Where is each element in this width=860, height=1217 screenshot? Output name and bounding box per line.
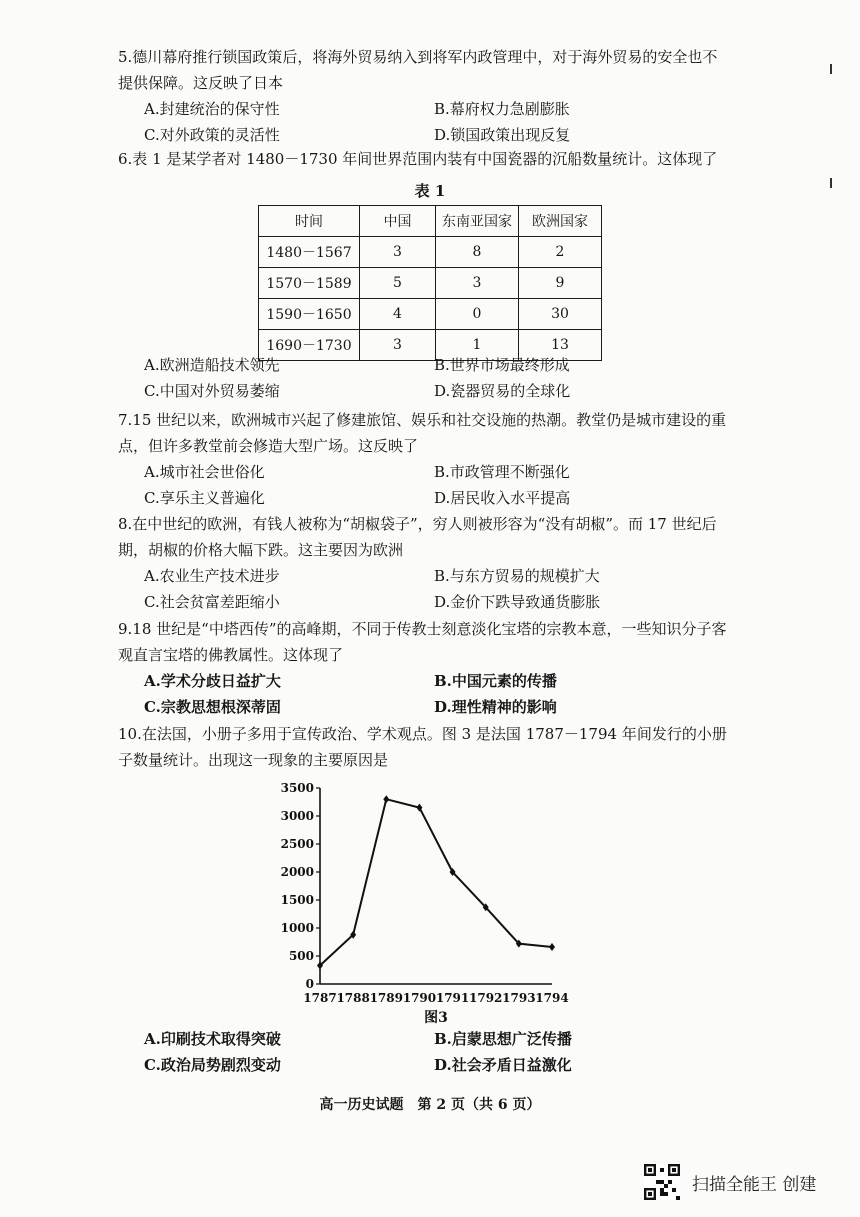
table-cell: 1690－1730 [259, 330, 360, 361]
question-6-options-wrap [144, 352, 754, 404]
option-d[interactable]: D.社会矛盾日益激化 [434, 1056, 572, 1074]
table-header-cell: 东南亚国家 [436, 206, 519, 237]
option-d[interactable]: D.瓷器贸易的全球化 [434, 382, 571, 400]
option-d[interactable]: D.锁国政策出现反复 [434, 126, 571, 144]
page-footer: 高一历史试题 第 2 页（共 6 页） [319, 1097, 541, 1113]
option-c[interactable]: C.享乐主义普遍化 [144, 489, 265, 507]
option-b[interactable]: B.中国元素的传播 [434, 672, 557, 690]
x-tick-label: 1791 [435, 991, 470, 1005]
shipwreck-table [258, 205, 602, 361]
question-5 [118, 44, 728, 148]
table-cell: 0 [436, 299, 519, 330]
table-cell: 3 [360, 237, 436, 268]
data-point [383, 795, 389, 803]
option-a[interactable]: A.城市社会世俗化 [144, 463, 265, 481]
option-b[interactable]: B.市政管理不断强化 [434, 463, 570, 481]
table-cell: 4 [360, 299, 436, 330]
question-10-stem: 10.在法国，小册子多用于宣传政治、学术观点。图 3 是法国 1787－1794 年间发行的小册子数量统计。出现这一现象的主要原因是 [118, 725, 727, 769]
x-tick-label: 1788 [336, 991, 370, 1005]
question-10 [118, 721, 728, 773]
question-10-options-wrap [144, 1026, 754, 1078]
pamphlet-line-chart [280, 778, 580, 1028]
x-tick-label: 1787 [303, 991, 337, 1005]
question-8 [118, 511, 728, 615]
table-cell: 3 [436, 268, 519, 299]
watermark-text: 扫描全能王 创建 [692, 1175, 817, 1195]
question-8-options [144, 563, 728, 615]
option-d[interactable]: D.金价下跌导致通货膨胀 [434, 593, 601, 611]
option-b[interactable]: B.幕府权力急剧膨胀 [434, 100, 570, 118]
x-tick-label: 1790 [402, 991, 437, 1005]
question-10-options [144, 1026, 754, 1078]
option-b[interactable]: B.与东方贸易的规模扩大 [434, 567, 600, 585]
table-cell: 9 [519, 268, 602, 299]
question-7-options [144, 459, 728, 511]
table-cell: 8 [436, 237, 519, 268]
table-cell: 5 [360, 268, 436, 299]
option-a[interactable]: A.封建统治的保守性 [144, 100, 280, 118]
x-tick-label: 1793 [502, 991, 536, 1005]
table-row [259, 268, 602, 299]
y-tick-label: 0 [305, 977, 314, 991]
question-9-stem: 9.18 世纪是“中塔西传”的高峰期，不同于传教士刻意淡化宝塔的宗教本意，一些知识分子客观直言宝塔的佛教属性。这体现了 [118, 620, 727, 664]
option-c[interactable]: C.社会贫富差距缩小 [144, 593, 280, 611]
option-b[interactable]: B.世界市场最终形成 [434, 356, 570, 374]
option-a[interactable]: A.学术分歧日益扩大 [144, 672, 281, 690]
y-tick-label: 1500 [280, 893, 314, 907]
series-line [320, 799, 552, 965]
margin-mark [830, 64, 832, 74]
option-c[interactable]: C.宗教思想根深蒂固 [144, 698, 281, 716]
table-cell: 30 [519, 299, 602, 330]
option-c[interactable]: C.政治局势剧烈变动 [144, 1056, 281, 1074]
question-6-options [144, 352, 754, 404]
question-9 [118, 616, 728, 720]
table-caption: 表 1 [414, 182, 446, 200]
option-b[interactable]: B.启蒙思想广泛传播 [434, 1030, 572, 1048]
table-cell: 1 [436, 330, 519, 361]
table-cell: 1570－1589 [259, 268, 360, 299]
table-header-row [259, 206, 602, 237]
y-tick-label: 2500 [280, 837, 314, 851]
question-6-stem: 6.表 1 是某学者对 1480－1730 年间世界范围内装有中国瓷器的沉船数量统计。这体现了 [118, 150, 718, 168]
table-cell: 13 [519, 330, 602, 361]
table-cell: 3 [360, 330, 436, 361]
qr-code-icon [644, 1164, 680, 1200]
table-header-cell: 时间 [259, 206, 360, 237]
table-cell: 1480－1567 [259, 237, 360, 268]
x-tick-label: 1789 [369, 991, 403, 1005]
option-c[interactable]: C.对外政策的灵活性 [144, 126, 280, 144]
option-d[interactable]: D.理性精神的影响 [434, 698, 557, 716]
table-row [259, 299, 602, 330]
y-tick-label: 500 [288, 949, 314, 963]
option-a[interactable]: A.欧洲造船技术领先 [144, 356, 280, 374]
option-c[interactable]: C.中国对外贸易萎缩 [144, 382, 280, 400]
table-cell: 2 [519, 237, 602, 268]
option-d[interactable]: D.居民收入水平提高 [434, 489, 571, 507]
question-9-options [144, 668, 728, 720]
y-tick-label: 1000 [280, 921, 314, 935]
table-header-cell: 中国 [360, 206, 436, 237]
x-tick-label: 1792 [469, 991, 503, 1005]
question-6 [118, 146, 728, 172]
table-cell: 1590－1650 [259, 299, 360, 330]
table-row [259, 237, 602, 268]
y-tick-label: 3500 [280, 781, 314, 795]
option-a[interactable]: A.农业生产技术进步 [144, 567, 280, 585]
question-5-stem: 5.德川幕府推行锁国政策后，将海外贸易纳入到将军内政管理中，对于海外贸易的安全也不提供保障。这反映了日本 [118, 48, 718, 92]
chart-title: 图3 [424, 1010, 448, 1026]
question-5-options [144, 96, 728, 148]
y-tick-label: 3000 [280, 809, 314, 823]
question-8-stem: 8.在中世纪的欧洲，有钱人被称为“胡椒袋子”，穷人则被形容为“没有胡椒”。而 17 世纪后期，胡椒的价格大幅下跌。这主要因为欧洲 [118, 515, 717, 559]
margin-mark [830, 178, 832, 188]
table-header-cell: 欧洲国家 [519, 206, 602, 237]
question-7-stem: 7.15 世纪以来，欧洲城市兴起了修建旅馆、娱乐和社交设施的热潮。教堂仍是城市建设的重点，但许多教堂前会修造大型广场。这反映了 [118, 411, 727, 455]
scanner-watermark [644, 1164, 834, 1200]
x-tick-label: 1794 [535, 991, 569, 1005]
question-7 [118, 407, 728, 511]
data-point [549, 943, 555, 951]
option-a[interactable]: A.印刷技术取得突破 [144, 1030, 281, 1048]
y-tick-label: 2000 [280, 865, 314, 879]
